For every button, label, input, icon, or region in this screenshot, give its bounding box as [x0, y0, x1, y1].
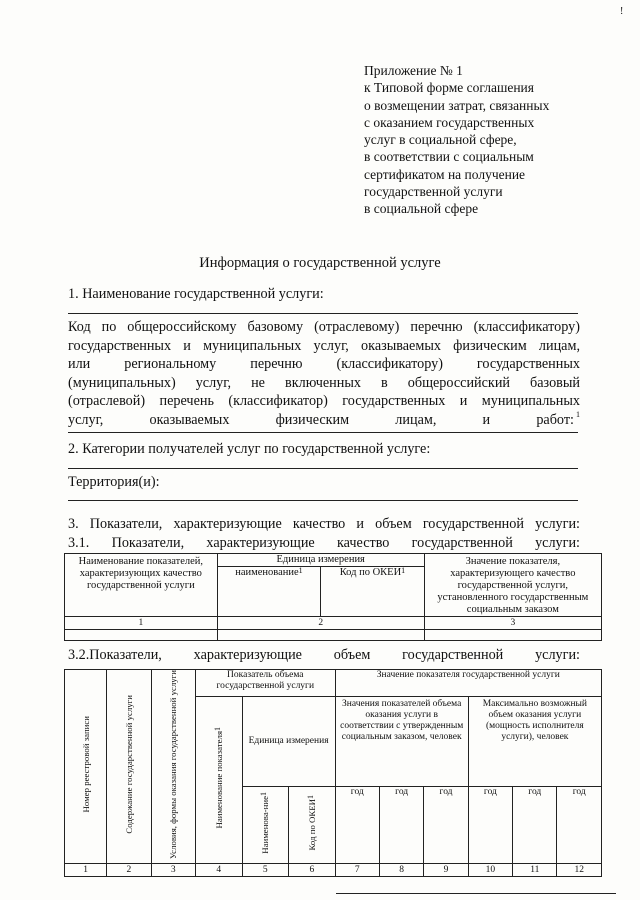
unit-code-header: [321, 567, 425, 617]
fill-line: [68, 432, 578, 433]
bottom-rule: [336, 893, 616, 894]
section-2-label: 2. Категории получателей услуг по государственной услуге:: [68, 441, 431, 457]
year-header: год: [335, 787, 379, 864]
document-title: Информация о государственной услуге: [199, 255, 441, 271]
fill-line: [68, 313, 578, 314]
unit-name-text: наименование: [235, 567, 299, 579]
record-number-header: [65, 670, 107, 864]
value-group-a: Значения показателей объема оказания услуги в соответствии с утвержденным социальным заказом, человек: [335, 697, 468, 787]
code-line-last: [68, 411, 580, 430]
vertical-text: [214, 727, 224, 829]
section-3-1-label: 3.1. Показатели, характеризующие качество государственной услуги:: [68, 534, 580, 551]
code-line: Код по общероссийскому базовому (отраслевому) перечню (классификатору): [68, 319, 580, 335]
code-line: услуг, оказываемых физическим лицам, и работ:: [68, 411, 574, 428]
vertical-text: Номер реестровой записи: [80, 716, 91, 813]
value-indicator-header: Значение показателя государственной услуги: [335, 670, 601, 697]
column-number: 3: [151, 864, 195, 877]
vertical-text: Условия, формы оказания государственной услуги: [168, 670, 179, 859]
column-number: 8: [379, 864, 423, 877]
volume-unit-header: Единица измерения: [242, 697, 335, 787]
content-header: [107, 670, 151, 864]
unit-code-text: Код по ОКЕИ: [339, 567, 402, 579]
column-number: 6: [289, 864, 336, 877]
quality-value-header: Значение показателя, характеризующего качество государственной услуги, установленного государственным социальным заказом: [424, 554, 601, 617]
fill-line: [68, 500, 578, 501]
section-3-label: 3. Показатели, характеризующие качество и объем государственной услуги:: [68, 516, 580, 532]
appendix-line: сертификатом на получение: [364, 166, 526, 182]
code-line: (муниципальных) услуг, не включенных в общероссийский базовый: [68, 374, 580, 391]
footnote-mark: 1: [401, 566, 406, 576]
vertical-text-main: Код по ОКЕИ: [306, 799, 317, 851]
footnote-mark: 1: [305, 795, 315, 800]
column-number: 10: [468, 864, 512, 877]
code-paragraph: [68, 318, 580, 430]
quality-table: [64, 553, 602, 641]
table-cell: [217, 630, 424, 641]
volume-table: [64, 669, 602, 877]
column-number: 9: [424, 864, 468, 877]
unit-name-header: [217, 567, 321, 617]
footnote-mark: 1: [576, 409, 580, 419]
conditions-header: [151, 670, 195, 864]
unit-header: Единица измерения: [217, 554, 424, 567]
section-3-heading: [68, 515, 580, 552]
year-header: год: [424, 787, 468, 864]
territory-label: Территория(и):: [68, 474, 160, 490]
code-line: или региональному перечню (классификатору) государственных: [68, 356, 580, 373]
volume-name-header: [195, 697, 242, 864]
unit-name-header: [242, 787, 289, 864]
table-cell: [424, 630, 601, 641]
year-header: год: [379, 787, 423, 864]
appendix-line: с оказанием государственных: [364, 114, 535, 130]
unit-code-header: [289, 787, 336, 864]
vertical-text: [307, 795, 317, 851]
appendix-line: о возмещении затрат, связанных: [364, 97, 550, 113]
section-1-label: 1. Наименование государственной услуги:: [68, 286, 324, 302]
footnote-mark: 1: [298, 566, 303, 576]
code-line: (отраслевой) перечень (классификатор) государственных и муниципальных: [68, 393, 580, 410]
year-header: год: [468, 787, 512, 864]
footnote-mark: 1: [212, 727, 222, 732]
volume-indicator-header: Показатель объема государственной услуги: [195, 670, 335, 697]
value-group-b: Максимально возможный объем оказания услуги (мощность исполнителя услуги), человек: [468, 697, 601, 787]
vertical-text: Содержание государственной услуги: [123, 695, 134, 834]
column-number: 11: [513, 864, 557, 877]
quality-name-header: Наименование показателей, характеризующих качество государственной услуги: [65, 554, 218, 617]
appendix-line: услуг в социальной сфере,: [364, 132, 517, 148]
column-number: 7: [335, 864, 379, 877]
table-cell: [65, 630, 218, 641]
fill-line: [68, 468, 578, 469]
code-line: государственных и муниципальных услуг, оказываемых физическим лицам,: [68, 337, 580, 354]
corner-mark: !: [620, 6, 624, 17]
appendix-block: [364, 62, 549, 218]
vertical-text-main: Наименова-ние: [260, 796, 271, 854]
year-header: год: [513, 787, 557, 864]
column-number: 1: [65, 617, 218, 630]
column-number: 5: [242, 864, 289, 877]
vertical-text: [260, 792, 270, 854]
column-number: 12: [557, 864, 602, 877]
vertical-text-main: Наименование показателя: [213, 731, 224, 829]
appendix-line: к Типовой форме соглашения: [364, 80, 534, 96]
appendix-line: в соответствии с социальным: [364, 149, 534, 165]
column-number: 2: [217, 617, 424, 630]
footnote-mark: 1: [259, 792, 269, 797]
appendix-line: в социальной сфере: [364, 201, 479, 217]
column-number: 3: [424, 617, 601, 630]
year-header: год: [557, 787, 602, 864]
appendix-line: государственной услуги: [364, 184, 503, 200]
column-number: 2: [107, 864, 151, 877]
appendix-line: Приложение № 1: [364, 63, 463, 78]
section-3-2-text: 3.2.Показатели, характеризующие объем государственной услуги:: [68, 647, 580, 663]
column-number: 1: [65, 864, 107, 877]
column-number: 4: [195, 864, 242, 877]
section-3-2-label: [68, 646, 580, 665]
